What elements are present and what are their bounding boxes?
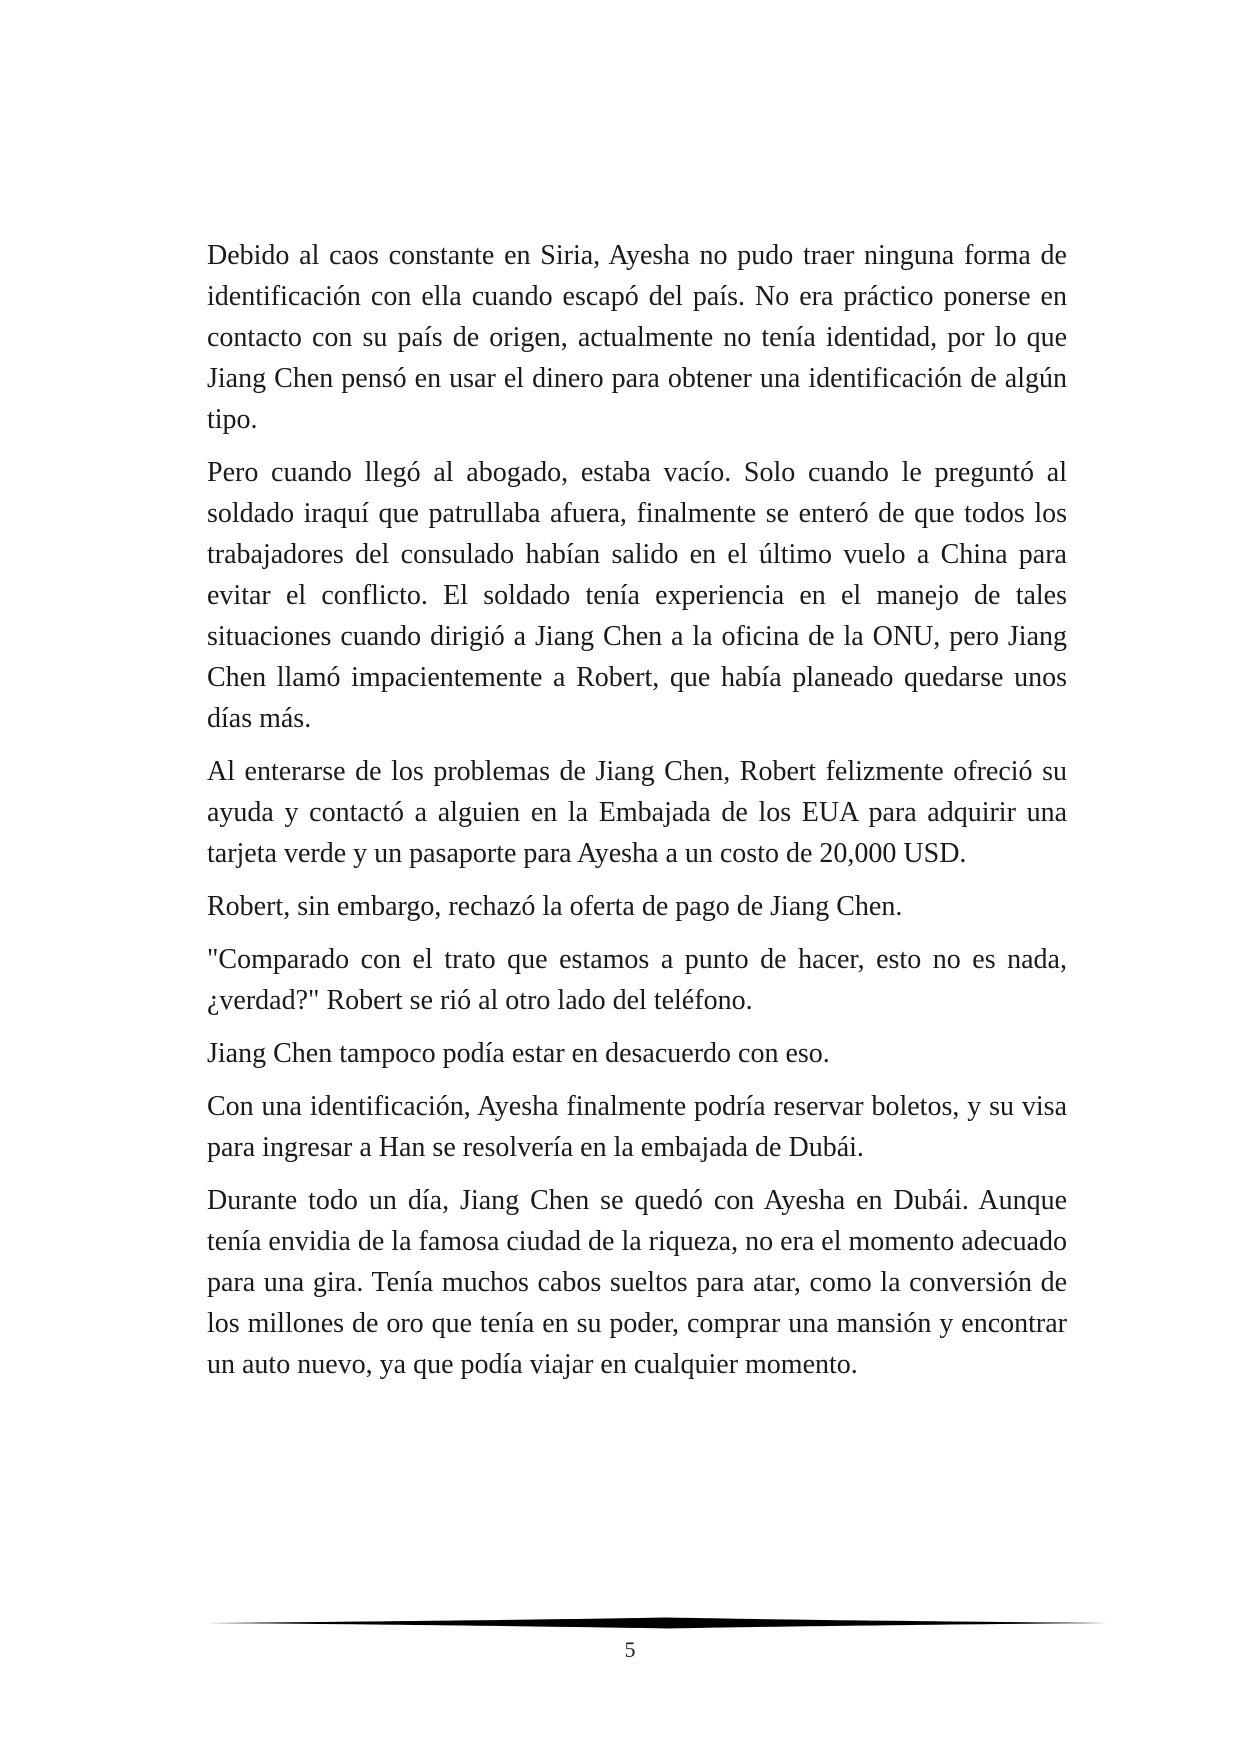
paragraph-8: Durante todo un día, Jiang Chen se quedó con Ayesha en Dubái. Aunque tenía envidia de la famosa ciudad de la riqueza, no era el momento adecuado para una gira. Tenía muchos cabos sueltos para atar, como la conversión de los millones de oro que tenía en su poder, comprar una mansión y encontrar un auto nuevo, ya que podía viajar en cualquier momento. (207, 1185, 1067, 1380)
paragraph-1: Debido al caos constante en Siria, Ayesha no pudo traer ninguna forma de identificación con ella cuando escapó del país. No era práctico ponerse en contacto con su país de origen, actualmente no tenía identidad, por lo que Jiang Chen pensó en usar el dinero para obtener una identificación de algún tipo. (207, 240, 1067, 435)
paragraph-2: Pero cuando llegó al abogado, estaba vacío. Solo cuando le preguntó al soldado iraquí que patrullaba afuera, finalmente se enteró de que todos los trabajadores del consulado habían salido en el último vuelo a China para evitar el conflicto. El soldado tenía experiencia en el manejo de tales situaciones cuando dirigió a Jiang Chen a la oficina de la ONU, pero Jiang Chen llamó impacientemente a Robert, que había planeado quedarse unos días más. (207, 457, 1067, 734)
paragraph-7: Con una identificación, Ayesha finalmente podría reservar boletos, y su visa para ingresar a Han se resolvería en la embajada de Dubái. (207, 1091, 1067, 1163)
paragraph-5: "Comparado con el trato que estamos a punto de hacer, esto no es nada, ¿verdad?" Robert se rió al otro lado del teléfono. (207, 944, 1067, 1016)
paragraph-3: Al enterarse de los problemas de Jiang Chen, Robert felizmente ofreció su ayuda y contactó a alguien en la Embajada de los EUA para adquirir una tarjeta verde y un pasaporte para Ayesha a un costo de 20,000 USD. (207, 756, 1067, 869)
paragraph-4: Robert, sin embargo, rechazó la oferta de pago de Jiang Chen. (207, 891, 903, 922)
footer-divider (207, 1617, 1107, 1629)
paragraph-6: Jiang Chen tampoco podía estar en desacuerdo con eso. (207, 1038, 830, 1069)
body-text (207, 235, 1067, 1397)
page-number: 5 (624, 1637, 636, 1662)
